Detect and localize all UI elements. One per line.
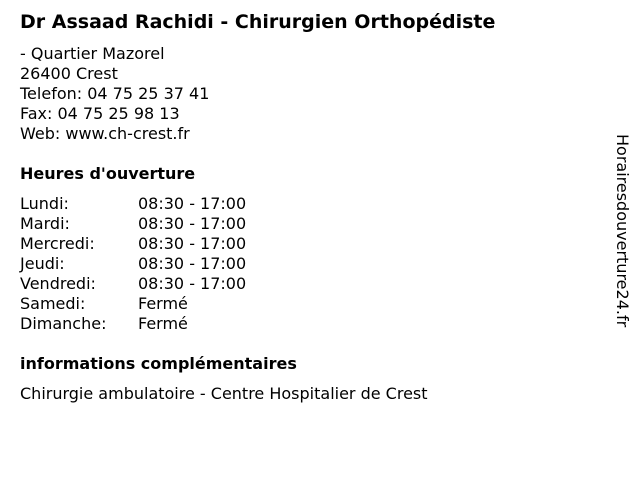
hours-row-tuesday — [20, 214, 246, 234]
page-title: Dr Assaad Rachidi - Chirurgien Orthopédiste — [20, 11, 496, 33]
phone-number: Telefon: 04 75 25 37 41 — [20, 84, 210, 103]
hours-day: Samedi: — [20, 294, 86, 313]
hours-day: Jeudi: — [20, 254, 65, 273]
address-street: - Quartier Mazorel — [20, 44, 165, 63]
hours-day: Vendredi: — [20, 274, 96, 293]
hours-time: Fermé — [138, 314, 188, 333]
site-watermark: Horairesdouverture24.fr — [613, 134, 632, 328]
hours-day: Mardi: — [20, 214, 70, 233]
hours-day: Dimanche: — [20, 314, 107, 333]
hours-time: 08:30 - 17:00 — [138, 274, 247, 293]
hours-time: Fermé — [138, 294, 188, 313]
additional-info-text: Chirurgie ambulatoire - Centre Hospitalier de Crest — [20, 384, 428, 403]
hours-time: 08:30 - 17:00 — [138, 214, 247, 233]
hours-row-monday — [20, 194, 246, 214]
fax-number: Fax: 04 75 25 98 13 — [20, 104, 180, 123]
hours-row-sunday — [20, 314, 246, 334]
website: Web: www.ch-crest.fr — [20, 124, 190, 143]
address-block — [20, 44, 209, 144]
address-city: 26400 Crest — [20, 64, 118, 83]
opening-hours-heading: Heures d'ouverture — [20, 164, 196, 183]
hours-row-saturday — [20, 294, 246, 314]
hours-day: Lundi: — [20, 194, 69, 213]
hours-row-wednesday — [20, 234, 246, 254]
hours-day: Mercredi: — [20, 234, 95, 253]
hours-time: 08:30 - 17:00 — [138, 234, 247, 253]
hours-time: 08:30 - 17:00 — [138, 254, 247, 273]
hours-row-friday — [20, 274, 246, 294]
additional-info-heading: informations complémentaires — [20, 354, 297, 373]
hours-row-thursday — [20, 254, 246, 274]
opening-hours-table — [20, 194, 246, 334]
hours-time: 08:30 - 17:00 — [138, 194, 247, 213]
